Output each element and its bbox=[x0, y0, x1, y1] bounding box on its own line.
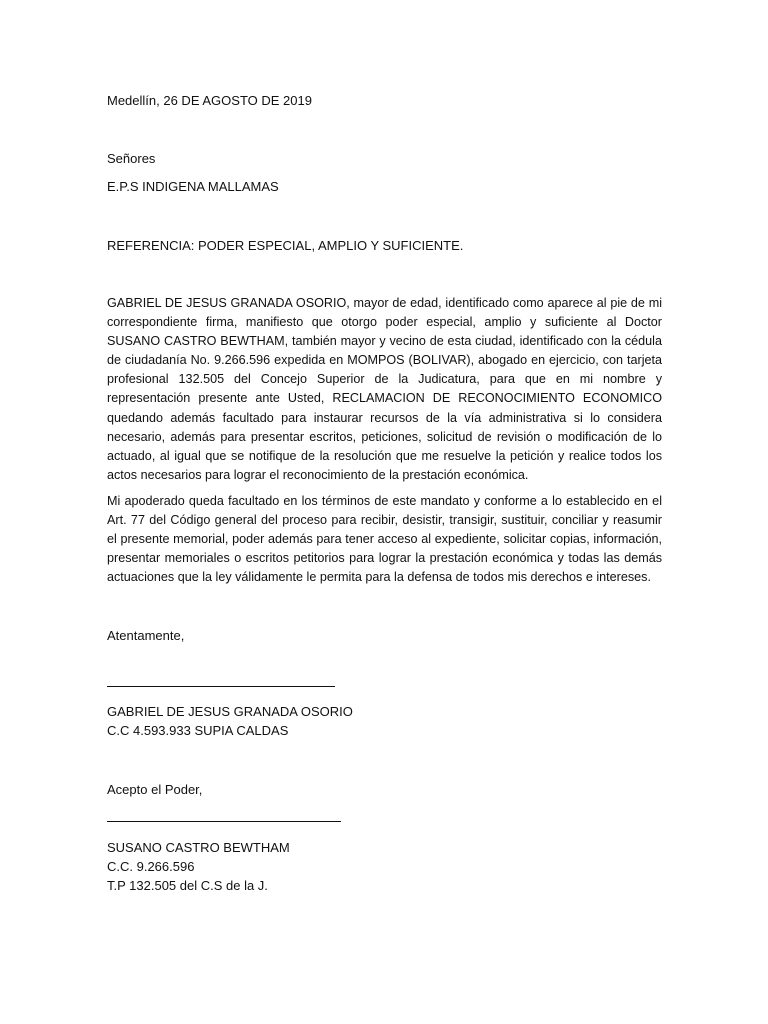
attorney-name: SUSANO CASTRO BEWTHAM bbox=[107, 840, 290, 855]
grantor-signature-line bbox=[107, 686, 335, 687]
attorney-id: C.C. 9.266.596 bbox=[107, 859, 195, 874]
reference-line: REFERENCIA: PODER ESPECIAL, AMPLIO Y SUFICIENTE. bbox=[107, 238, 464, 253]
recipient: E.P.S INDIGENA MALLAMAS bbox=[107, 179, 279, 194]
grantor-name: GABRIEL DE JESUS GRANADA OSORIO bbox=[107, 704, 353, 719]
attorney-license: T.P 132.505 del C.S de la J. bbox=[107, 878, 268, 893]
closing: Atentamente, bbox=[107, 628, 185, 643]
attorney-signature-line bbox=[107, 821, 341, 822]
body-paragraph-1: GABRIEL DE JESUS GRANADA OSORIO, mayor de edad, identificado como aparece al pie de mi correspondiente firma, manifiesto que otorgo poder especial, amplio y suficiente al Doctor SUSANO CASTRO BEWTHAM, también mayor y vecino de esta ciudad, identificado con la cédula de ciudadanía No. 9.266.596 expedida en MOMPOS (BOLIVAR), abogado en ejercicio, con tarjeta profesional 132.505 del Concejo Superior de la Judicatura, para que en mi nombre y representación presente ante Usted, RECLAMACION DE RECONOCIMIENTO ECONOMICO quedando además facultado para instaurar recursos de la vía administrativa si lo considera necesario, además para presentar escritos, peticiones, solicitud de revisión o modificación de lo actuado, al igual que se notifique de la resolución que me resuelve la petición y realice todos los actos necesarios para lograr el reconocimiento de la prestación económica. bbox=[107, 296, 662, 482]
acceptance-text: Acepto el Poder, bbox=[107, 782, 203, 797]
grantor-id: C.C 4.593.933 SUPIA CALDAS bbox=[107, 723, 289, 738]
place-date: Medellín, 26 DE AGOSTO DE 2019 bbox=[107, 93, 312, 108]
salutation: Señores bbox=[107, 151, 156, 166]
body-paragraph-2: Mi apoderado queda facultado en los términos de este mandato y conforme a lo establecido en el Art. 77 del Código general del proceso para recibir, desistir, transigir, sustituir, conciliar y reasumir el presente memorial, poder además para tener acceso al expediente, solicitar copias, información, presentar memoriales o escritos petitorios para lograr la prestación económica y todas las demás actuaciones que la ley válidamente le permita para la defensa de todos mis derechos e intereses. bbox=[107, 494, 662, 585]
